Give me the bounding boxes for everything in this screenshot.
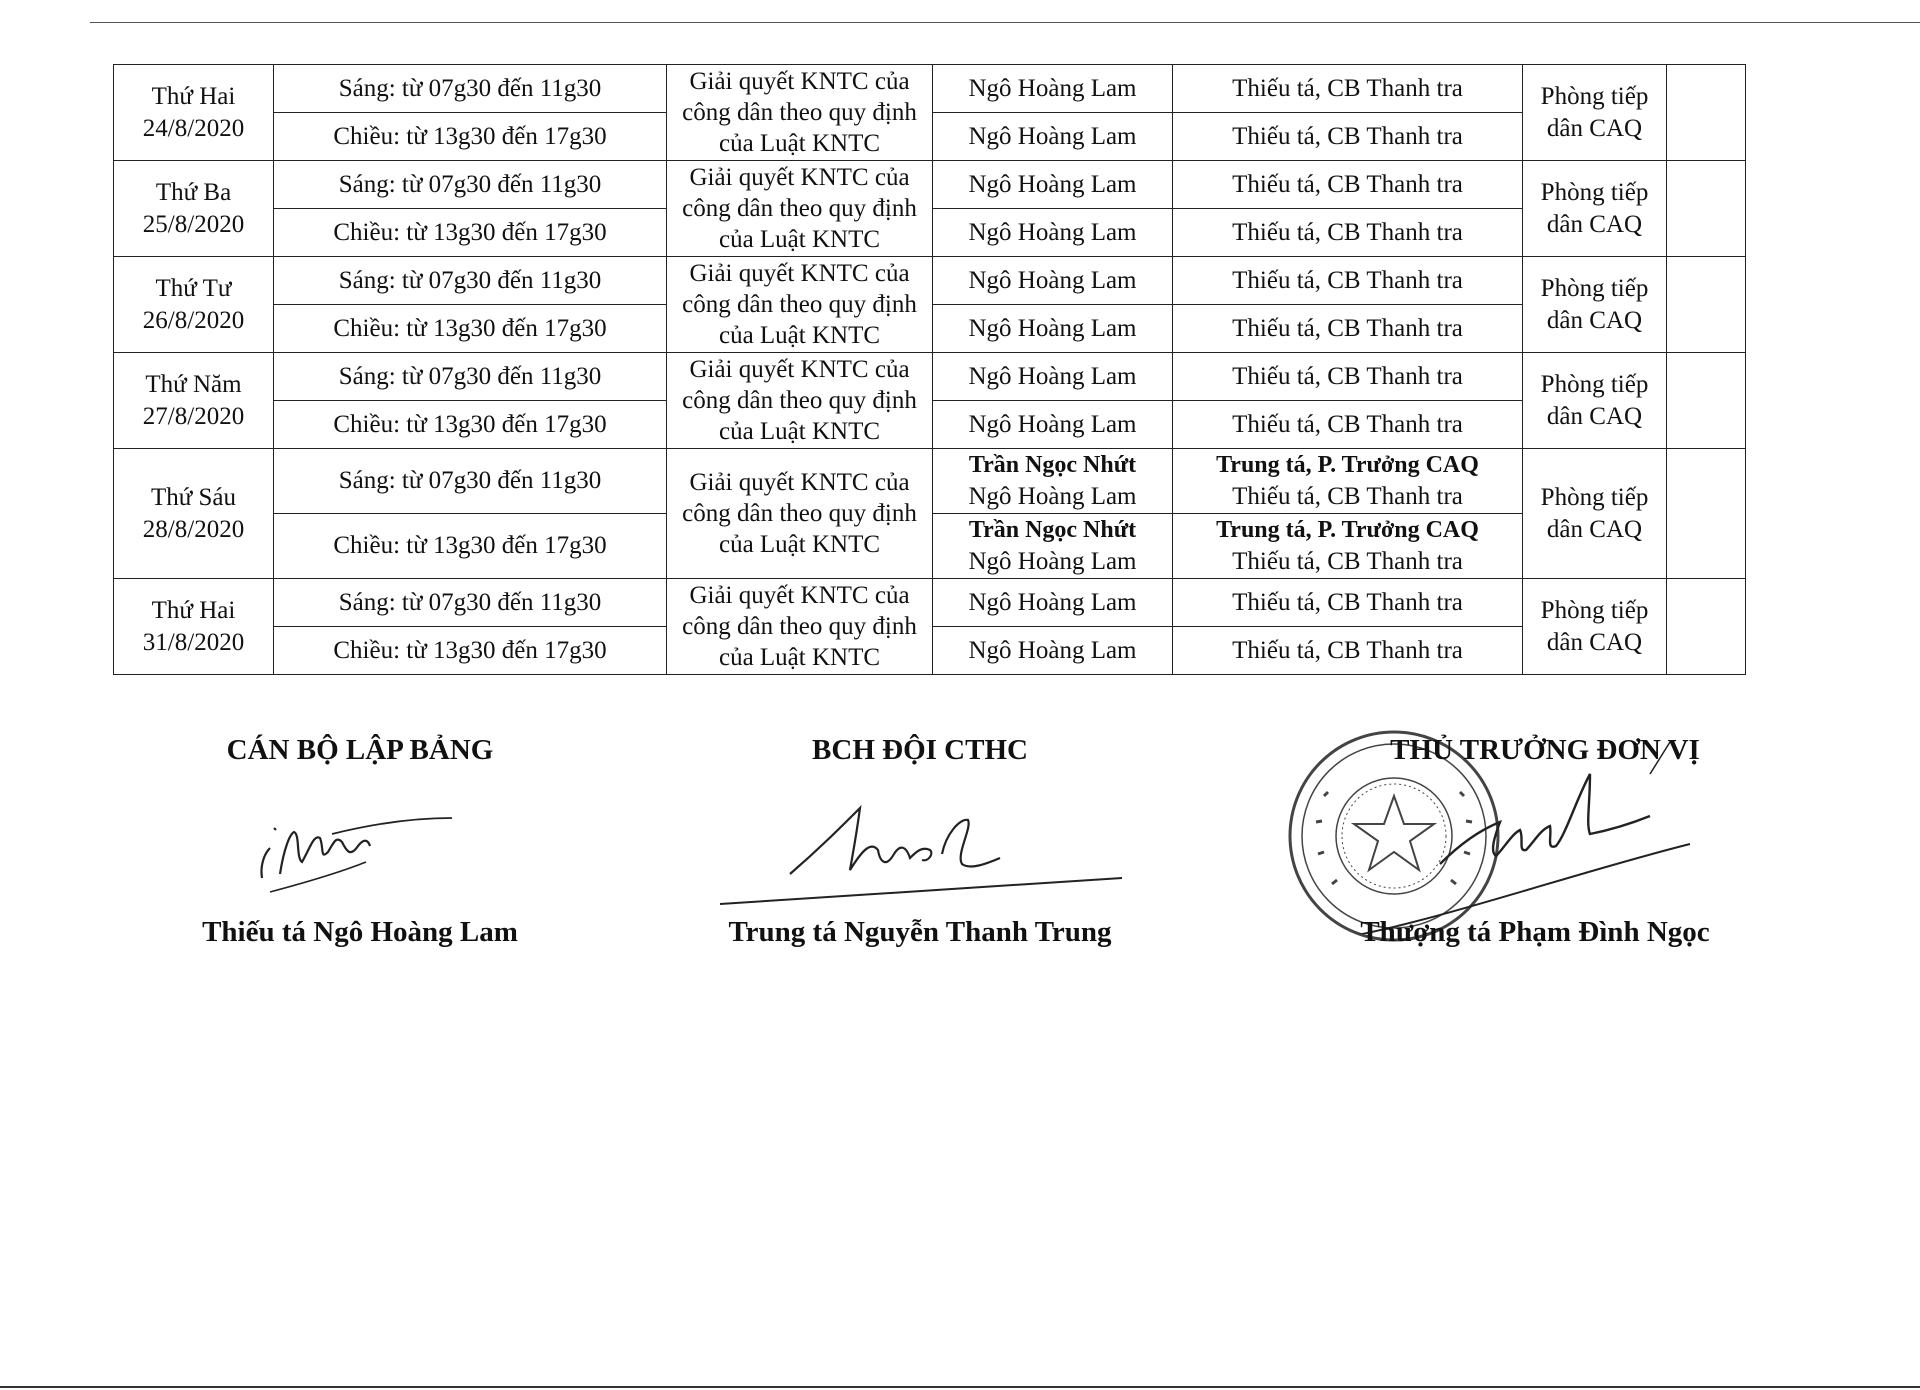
rank-cell [1173,514,1523,579]
officer-cell: Ngô Hoàng Lam [933,353,1173,401]
note-cell [1667,257,1746,353]
afternoon-time-cell: Chiều: từ 13g30 đến 17g30 [274,514,667,579]
officer-cell: Ngô Hoàng Lam [933,113,1173,161]
morning-time-cell: Sáng: từ 07g30 đến 11g30 [274,579,667,627]
rank-cell [1173,449,1523,514]
officer-cell: Ngô Hoàng Lam [933,579,1173,627]
note-cell [1667,161,1746,257]
officer-cell: Ngô Hoàng Lam [933,627,1173,675]
task-cell: Giải quyết KNTC của công dân theo quy định của Luật KNTC [667,579,933,675]
task-cell: Giải quyết KNTC của công dân theo quy định của Luật KNTC [667,257,933,353]
reception-schedule-table [113,64,1746,675]
signature-block-preparer [120,734,600,964]
afternoon-time-cell: Chiều: từ 13g30 đến 17g30 [274,209,667,257]
rank-cell: Thiếu tá, CB Thanh tra [1173,627,1523,675]
scan-edge-bottom [0,1386,1920,1388]
day-cell [114,257,274,353]
officer-rank: Thiếu tá, CB Thanh tra [1232,548,1463,575]
date-label: 31/8/2020 [142,628,245,656]
table-row [114,579,1746,627]
afternoon-time-cell: Chiều: từ 13g30 đến 17g30 [274,401,667,449]
table-row [114,257,1746,305]
command-signature-image [710,788,1130,908]
weekday-label: Thứ Sáu [150,483,237,511]
command-name: Trung tá Nguyễn Thanh Trung [728,916,1112,948]
rank-cell: Thiếu tá, CB Thanh tra [1173,209,1523,257]
place-cell: Phòng tiếp dân CAQ [1523,257,1667,353]
rank-cell: Thiếu tá, CB Thanh tra [1173,161,1523,209]
place-cell: Phòng tiếp dân CAQ [1523,579,1667,675]
lead-officer-rank: Trung tá, P. Trưởng CAQ [1216,517,1479,543]
rank-cell: Thiếu tá, CB Thanh tra [1173,257,1523,305]
afternoon-time-cell: Chiều: từ 13g30 đến 17g30 [274,305,667,353]
date-label: 26/8/2020 [142,306,245,334]
preparer-name: Thiếu tá Ngô Hoàng Lam [202,916,518,948]
weekday-label: Thứ Năm [145,370,242,398]
place-cell: Phòng tiếp dân CAQ [1523,353,1667,449]
day-cell [114,65,274,161]
task-cell: Giải quyết KNTC của công dân theo quy định của Luật KNTC [667,353,933,449]
lead-officer-rank: Trung tá, P. Trưởng CAQ [1216,452,1479,478]
head-title: THỦ TRƯỞNG ĐƠN VỊ [1390,734,1700,766]
officer-cell: Ngô Hoàng Lam [933,401,1173,449]
task-cell: Giải quyết KNTC của công dân theo quy định của Luật KNTC [667,161,933,257]
note-cell [1667,353,1746,449]
lead-officer-name: Trần Ngọc Nhứt [968,517,1137,543]
morning-time-cell: Sáng: từ 07g30 đến 11g30 [274,161,667,209]
officer-cell: Ngô Hoàng Lam [933,257,1173,305]
officer-cell [933,449,1173,514]
date-label: 24/8/2020 [142,114,245,142]
place-cell: Phòng tiếp dân CAQ [1523,65,1667,161]
rank-cell: Thiếu tá, CB Thanh tra [1173,401,1523,449]
officer-cell: Ngô Hoàng Lam [933,305,1173,353]
date-label: 28/8/2020 [142,515,245,543]
officer-name: Ngô Hoàng Lam [968,548,1137,575]
morning-time-cell: Sáng: từ 07g30 đến 11g30 [274,257,667,305]
rank-cell: Thiếu tá, CB Thanh tra [1173,65,1523,113]
officer-name: Ngô Hoàng Lam [968,483,1137,510]
date-label: 25/8/2020 [142,210,245,238]
lead-officer-name: Trần Ngọc Nhứt [968,452,1137,478]
head-name: Thượng tá Phạm Đình Ngọc [1360,916,1710,948]
day-cell [114,579,274,675]
table-row [114,161,1746,209]
head-signature-image [1290,734,1720,934]
signature-block-command [680,734,1160,964]
preparer-title: CÁN BỘ LẬP BẢNG [226,734,494,766]
table-row [114,353,1746,401]
afternoon-time-cell: Chiều: từ 13g30 đến 17g30 [274,627,667,675]
date-label: 27/8/2020 [142,402,245,430]
officer-cell: Ngô Hoàng Lam [933,161,1173,209]
morning-time-cell: Sáng: từ 07g30 đến 11g30 [274,65,667,113]
day-cell [114,161,274,257]
officer-rank: Thiếu tá, CB Thanh tra [1232,483,1463,510]
table-row [114,65,1746,113]
command-title: BCH ĐỘI CTHC [812,734,1028,766]
officer-cell: Ngô Hoàng Lam [933,209,1173,257]
afternoon-time-cell: Chiều: từ 13g30 đến 17g30 [274,113,667,161]
task-cell: Giải quyết KNTC của công dân theo quy định của Luật KNTC [667,449,933,579]
note-cell [1667,65,1746,161]
weekday-label: Thứ Hai [151,82,236,110]
scan-edge-top [90,22,1920,23]
note-cell [1667,449,1746,579]
task-cell: Giải quyết KNTC của công dân theo quy định của Luật KNTC [667,65,933,161]
rank-cell: Thiếu tá, CB Thanh tra [1173,305,1523,353]
note-cell [1667,579,1746,675]
rank-cell: Thiếu tá, CB Thanh tra [1173,113,1523,161]
place-cell: Phòng tiếp dân CAQ [1523,161,1667,257]
weekday-label: Thứ Tư [155,274,232,302]
weekday-label: Thứ Ba [155,178,232,206]
place-cell: Phòng tiếp dân CAQ [1523,449,1667,579]
morning-time-cell: Sáng: từ 07g30 đến 11g30 [274,449,667,514]
signature-block-head [1290,734,1710,964]
day-cell [114,353,274,449]
rank-cell: Thiếu tá, CB Thanh tra [1173,579,1523,627]
morning-time-cell: Sáng: từ 07g30 đến 11g30 [274,353,667,401]
preparer-signature-image [240,788,460,898]
officer-cell [933,514,1173,579]
officer-cell: Ngô Hoàng Lam [933,65,1173,113]
table-row [114,449,1746,514]
weekday-label: Thứ Hai [151,596,236,624]
day-cell [114,449,274,579]
rank-cell: Thiếu tá, CB Thanh tra [1173,353,1523,401]
